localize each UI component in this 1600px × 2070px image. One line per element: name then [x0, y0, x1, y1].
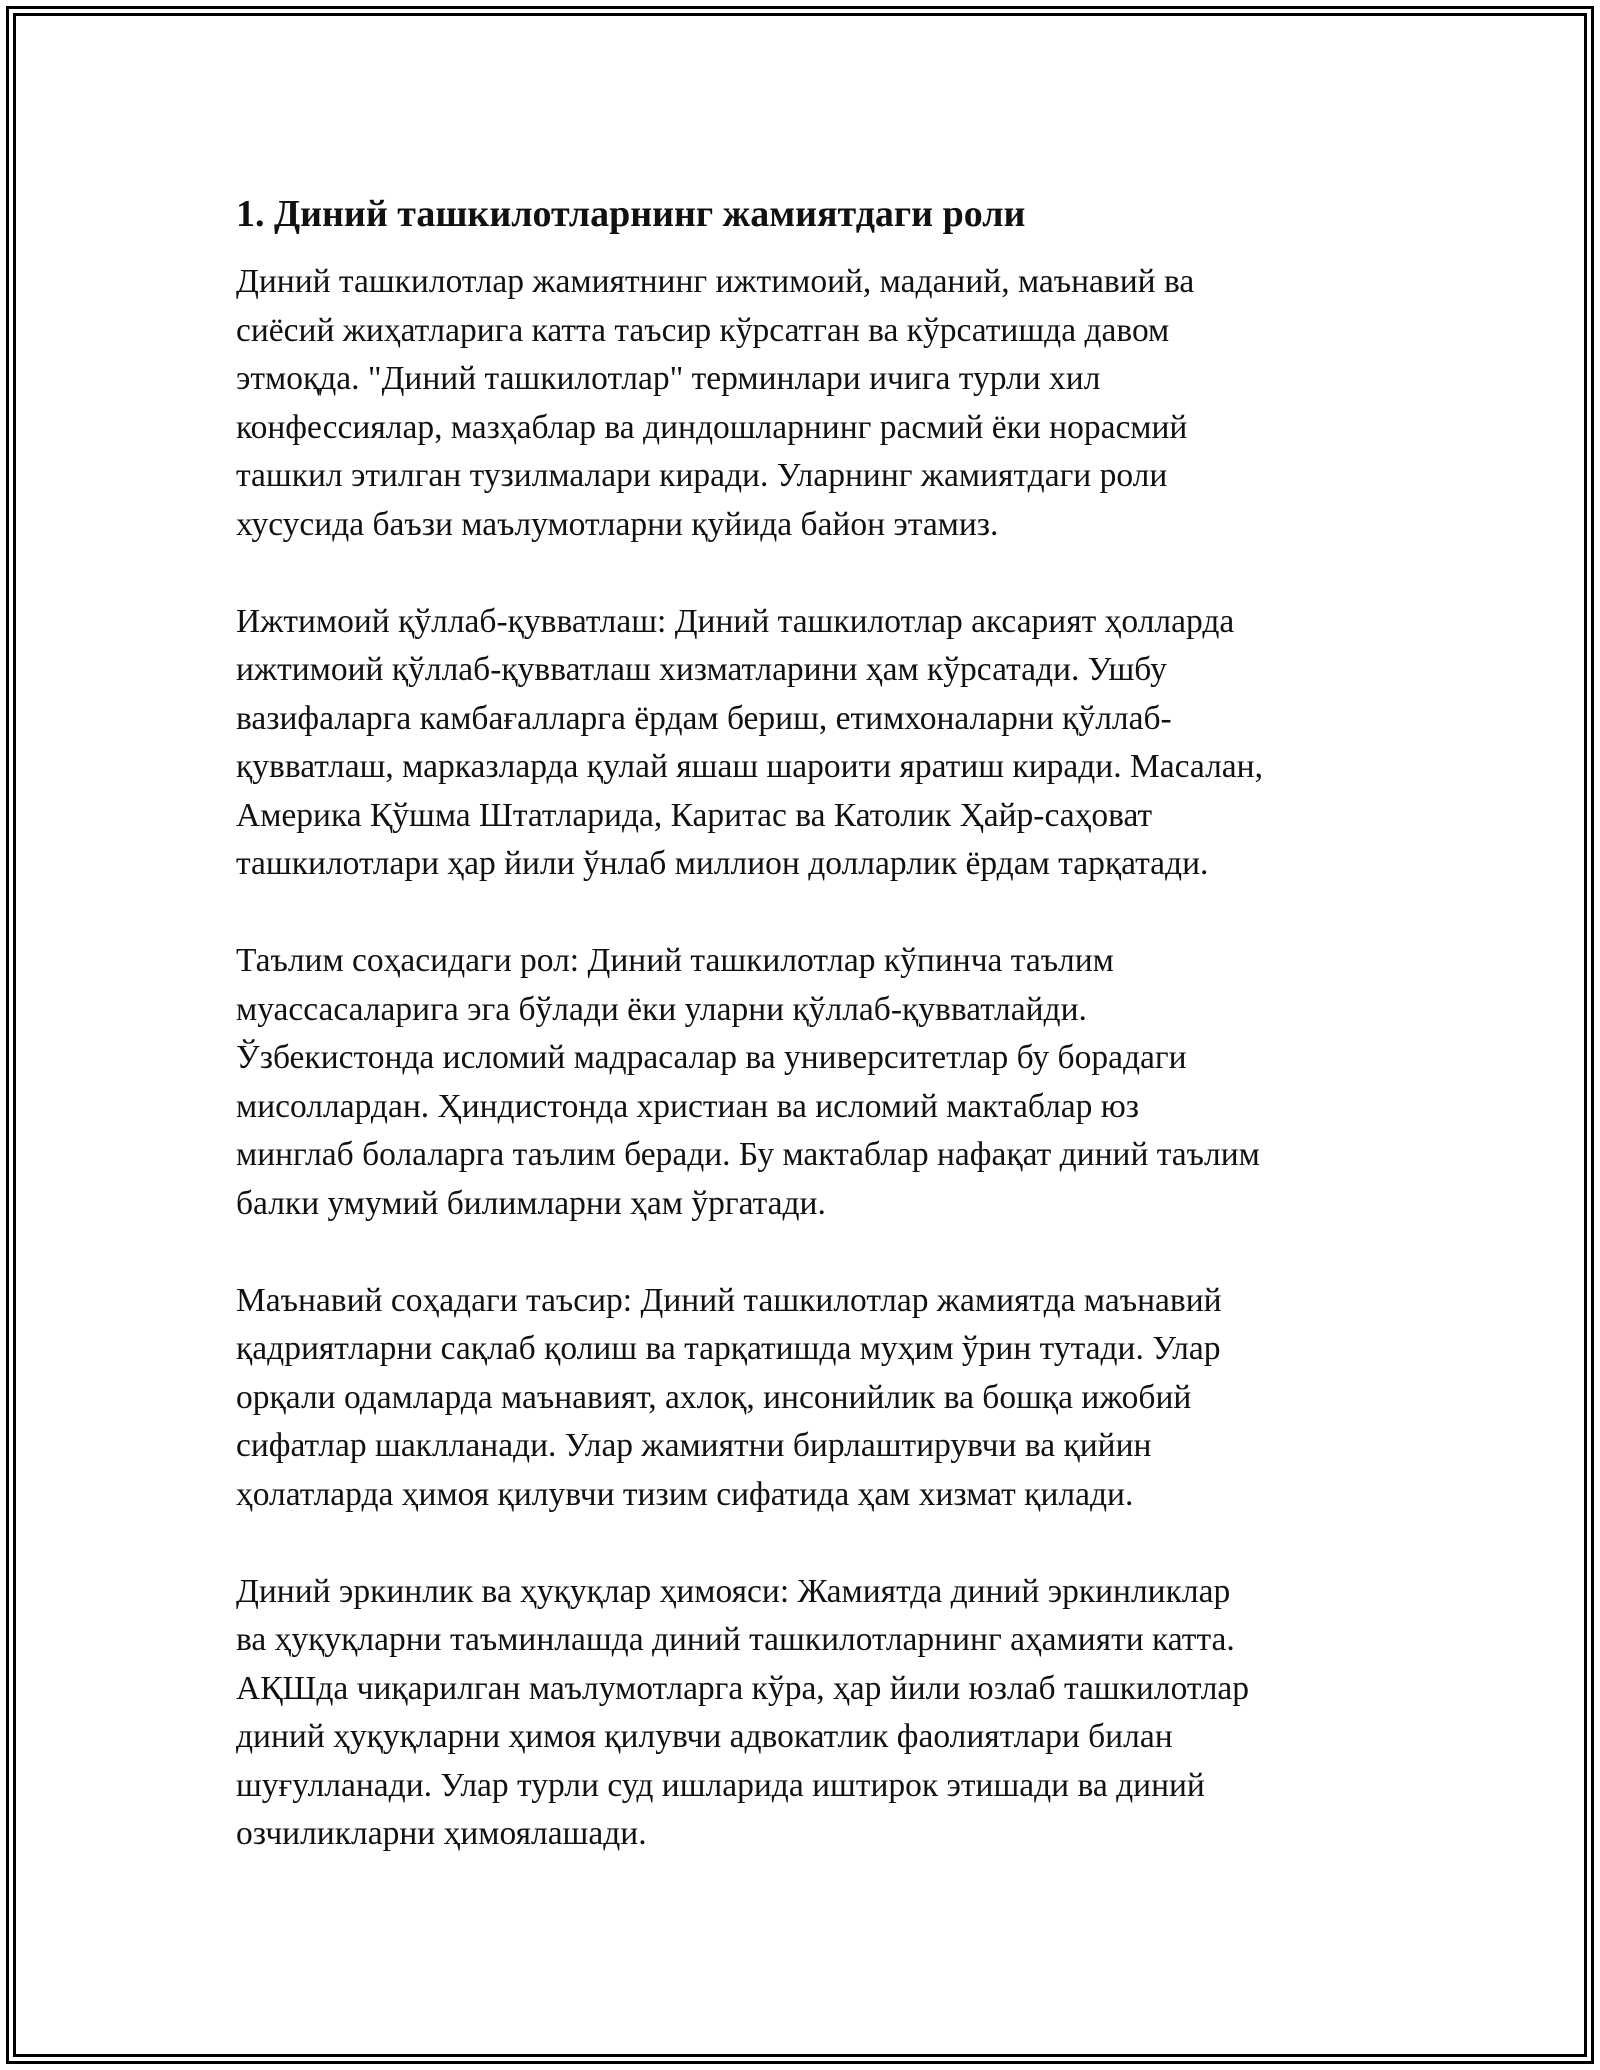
paragraph-line: АҚШда чиқарилган маълумотларга кўра, ҳар йили юзлаб ташкилотлар	[236, 1669, 1250, 1707]
paragraph-line: ташкилотлари ҳар йили ўнлаб миллион долларлик ёрдам тарқатади.	[236, 845, 1209, 882]
paragraph-social-support	[236, 598, 1376, 889]
paragraph-line: ва ҳуқуқларни таъминлашда диний ташкилотларнинг аҳамияти катта.	[236, 1621, 1235, 1658]
paragraph-line: озчиликларни ҳимоялашади.	[236, 1815, 647, 1852]
paragraph-line: Ўзбекистонда исломий мадрасалар ва университетлар бу борадаги	[236, 1039, 1187, 1076]
paragraph-line: Маънавий соҳадаги таъсир: Диний ташкилотлар жамиятда маънавий	[236, 1281, 1222, 1319]
paragraph-line: қувватлаш, марказларда қулай яшаш шароити яратиш киради. Масалан,	[236, 748, 1263, 785]
paragraph-line: шуғулланади. Улар турли суд ишларида иштирок этишади ва диний	[236, 1766, 1205, 1804]
paragraph-line: Диний эркинлик ва ҳуқуқлар ҳимояси: Жамиятда диний эркинликлар	[236, 1572, 1231, 1610]
paragraph-line: ижтимоий қўллаб-қувватлаш хизматларини ҳам кўрсатади. Ушбу	[236, 651, 1167, 688]
paragraph-line: Америка Қўшма Штатларида, Каритас ва Католик Ҳайр-саҳоват	[236, 796, 1153, 834]
paragraph-line: Диний ташкилотлар жамиятнинг ижтимоий, маданий, маънавий ва	[236, 263, 1195, 300]
paragraph-line: этмоқда. "Диний ташкилотлар" терминлари ичига турли хил	[236, 360, 1101, 397]
paragraph-line: хусусида баъзи маълумотларни қуйида байон этамиз.	[236, 505, 999, 543]
paragraph-line: ташкил этилган тузилмалари киради. Уларнинг жамиятдаги роли	[236, 457, 1168, 494]
paragraph-line: Ижтимоий қўллаб-қувватлаш: Диний ташкилотлар аксарият ҳолларда	[236, 602, 1235, 640]
paragraph-line: вазифаларга камбағалларга ёрдам бериш, етимхоналарни қўллаб-	[236, 699, 1172, 737]
paragraph-education	[236, 937, 1376, 1228]
paragraph-spiritual	[236, 1277, 1376, 1520]
paragraph-line: қадриятларни сақлаб қолиш ва тарқатишда муҳим ўрин тутади. Улар	[236, 1330, 1221, 1367]
paragraph-line: конфессиялар, мазҳаблар ва диндошларнинг расмий ёки норасмий	[236, 408, 1188, 446]
paragraph-line: минглаб болаларга таълим беради. Бу мактаблар нафақат диний таълим	[236, 1136, 1260, 1173]
paragraph-line: орқали одамларда маънавият, ахлоқ, инсонийлик ва бошқа ижобий	[236, 1378, 1192, 1416]
paragraph-line: диний ҳуқуқларни ҳимоя қилувчи адвокатлик фаолиятлари билан	[236, 1718, 1173, 1755]
paragraph-line: мисоллардан. Ҳиндистонда христиан ва исломий мактаблар юз	[236, 1087, 1140, 1125]
paragraph-line: сиёсий жиҳатларига катта таъсир кўрсатган ва кўрсатишда давом	[236, 311, 1170, 349]
paragraph-line: ҳолатларда ҳимоя қилувчи тизим сифатида ҳам хизмат қилади.	[236, 1475, 1134, 1513]
paragraph-line: сифатлар шаклланади. Улар жамиятни бирлаштирувчи ва қийин	[236, 1427, 1152, 1464]
document-body	[236, 186, 1376, 1859]
paragraph-line: балки умумий билимларни ҳам ўргатади.	[236, 1184, 826, 1222]
section-heading: 1. Диний ташкилотларнинг жамиятдаги роли	[236, 193, 1026, 235]
paragraph-line: Таълим соҳасидаги рол: Диний ташкилотлар кўпинча таълим	[236, 942, 1114, 979]
paragraph-religious-freedom	[236, 1568, 1376, 1859]
paragraph-intro	[236, 258, 1376, 549]
paragraph-line: муассасаларига эга бўлади ёки уларни қўллаб-қувватлайди.	[236, 990, 1087, 1028]
